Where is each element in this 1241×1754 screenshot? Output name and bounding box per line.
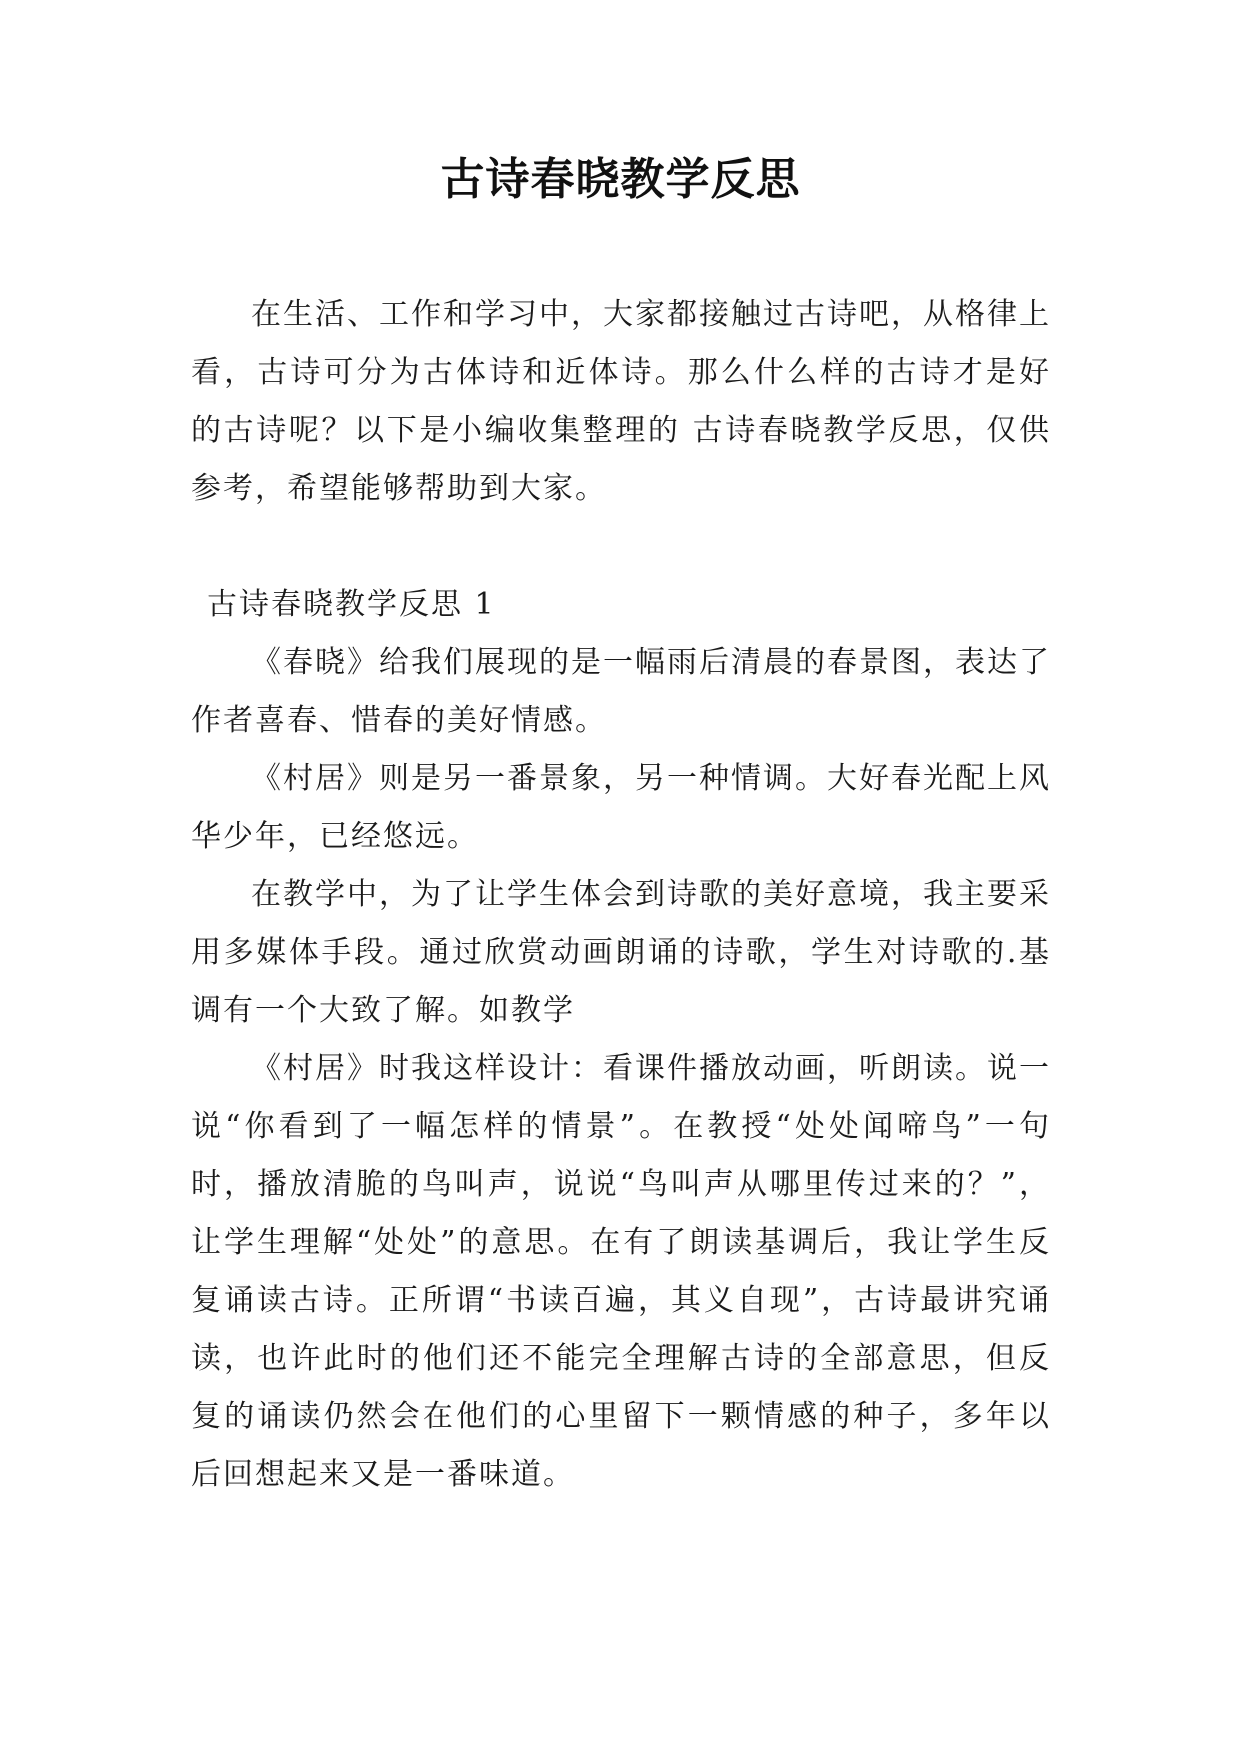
body-paragraph-3: 在教学中，为了让学生体会到诗歌的美好意境，我主要采用多媒体手段。通过欣赏动画朗诵的诗歌，学生对诗歌的.基调有一个大致了解。如教学 — [191, 877, 1051, 1028]
document-body — [191, 286, 1051, 1504]
body-paragraph-2: 《村居》则是另一番景象，另一种情调。大好春光配上风华少年，已经悠远。 — [191, 761, 1051, 854]
intro-paragraph: 在生活、工作和学习中，大家都接触过古诗吧，从格律上看，古诗可分为古体诗和近体诗。那么什么样的古诗才是好的古诗呢？以下是小编收集整理的 古诗春晓教学反思，仅供参考，希望能够帮助到大家。 — [191, 297, 1051, 506]
document-title: 古诗春晓教学反思 — [440, 154, 801, 205]
body-paragraph-4: 《村居》时我这样设计：看课件播放动画，听朗读。说一说“你看到了一幅怎样的情景”。在教授“处处闻啼鸟”一句时，播放清脆的鸟叫声，说说“鸟叫声从哪里传过来的？”，让学生理解“处处”的意思。在有了朗读基调后，我让学生反复诵读古诗。正所谓“书读百遍，其义自现”，古诗最讲究诵读，也许此时的他们还不能完全理解古诗的全部意思，但反复的诵读仍然会在他们的心里留下一颗情感的种子，多年以后回想起来又是一番味道。 — [191, 1051, 1051, 1492]
body-paragraph-1: 《春晓》给我们展现的是一幅雨后清晨的春景图，表达了作者喜春、惜春的美好情感。 — [191, 645, 1051, 738]
section-heading: 古诗春晓教学反思 1 — [207, 587, 496, 622]
